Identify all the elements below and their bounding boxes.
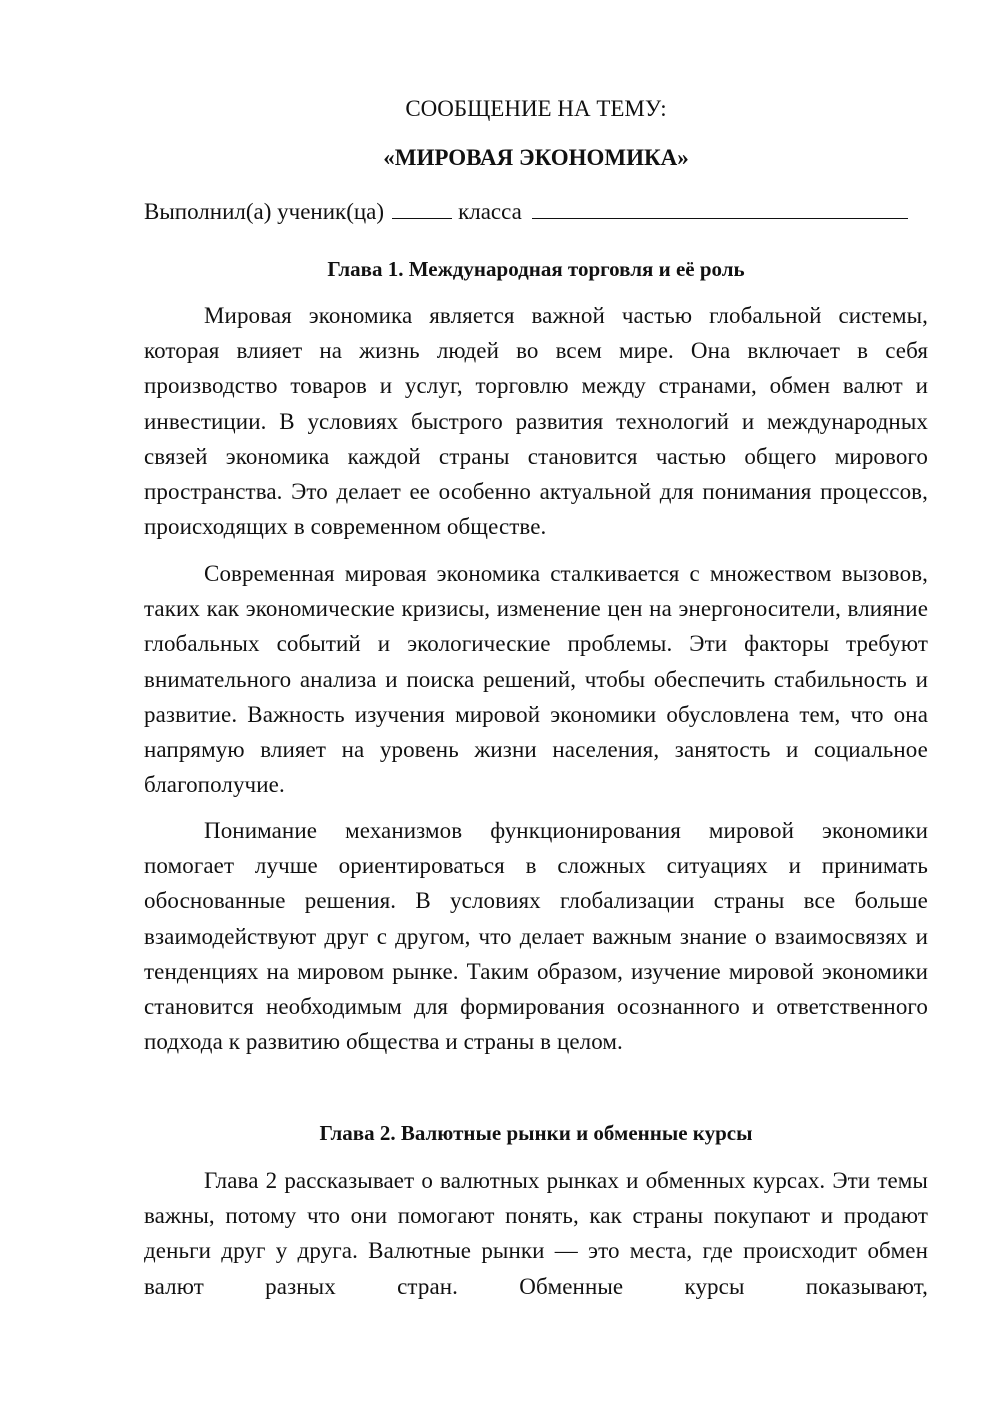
chapter-1-paragraph-2: Современная мировая экономика сталкивается с множеством вызовов, таких как экономические кризисы, изменение цен на энергоносители, влияние глобальных событий и экологические проблемы. Эти факторы требуют внимательного анализа и поиска решений, чтобы обеспечить стабильность и развитие. Важность изучения мировой экономики обусловлена тем, что она напрямую влияет на уровень жизни населения, занятость и социальное благополучие.: [144, 561, 928, 798]
chapter-1-paragraph-1: Мировая экономика является важной частью глобальной системы, которая влияет на жизнь людей во всем мире. Она включает в себя производство товаров и услуг, торговлю между странами, обмен валют и инвестиции. В условиях быстрого развития технологий и международных связей экономика каждой страны становится частью общего мирового пространства. Это делает ее особенно актуальной для понимания процессов, происходящих в современном обществе.: [144, 303, 928, 540]
author-prefix-label: Выполнил(а) ученик(ца): [144, 199, 385, 224]
author-name-blank: [532, 196, 908, 219]
chapter-1-paragraph-3: Понимание механизмов функционирования мировой экономики помогает лучше ориентироваться в сложных ситуациях и принимать обоснованные решения. В условиях глобализации страны все больше взаимодействуют друг с другом, что делает важным знание о взаимосвязях и тенденциях на мировом рынке. Таким образом, изучение мировой экономики становится необходимым для формирования осознанного и ответственного подхода к развитию общества и страны в целом.: [144, 818, 928, 1055]
chapter-1-heading: Глава 1. Международная торговля и её роль: [327, 257, 745, 281]
class-number-blank: [392, 196, 452, 219]
author-class-label: класса: [458, 199, 522, 224]
document-title-line-1: СООБЩЕНИЕ НА ТЕМУ:: [405, 96, 667, 121]
author-line: [144, 196, 928, 228]
chapter-2-heading: Глава 2. Валютные рынки и обменные курсы: [319, 1121, 753, 1145]
chapter-2-paragraph-1: Глава 2 рассказывает о валютных рынках и обменных курсах. Эти темы важны, потому что они помогают понять, как страны покупают и продают деньги друг у друга. Валютные рынки — это места, где происходит обмен валют разных стран. Обменные курсы показывают,: [144, 1168, 928, 1299]
document-title-line-2: «МИРОВАЯ ЭКОНОМИКА»: [383, 145, 689, 170]
